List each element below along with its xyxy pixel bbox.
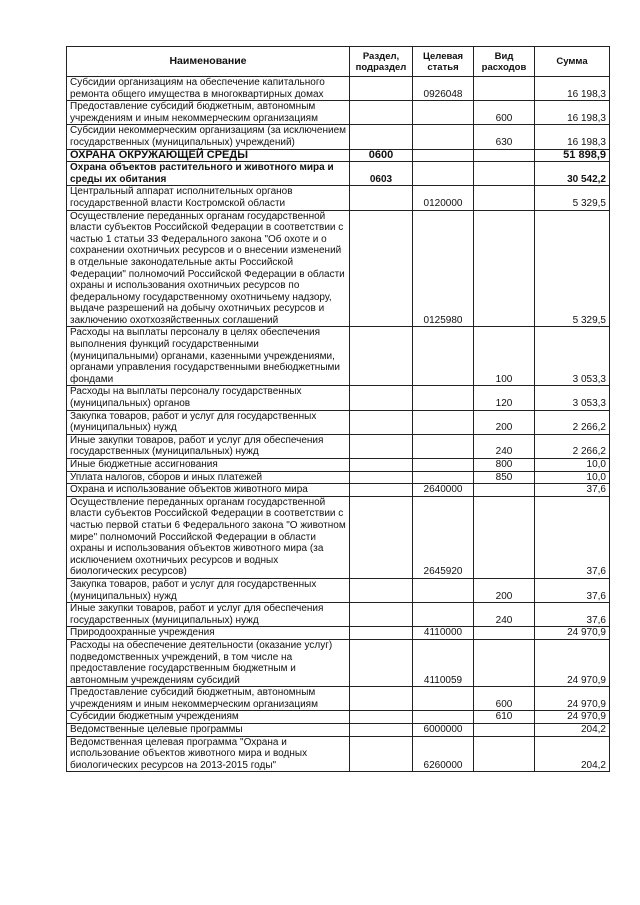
row-expense-type-cell: 240 (474, 434, 535, 458)
row-target-article-cell (413, 125, 474, 149)
table-row (67, 327, 610, 386)
row-target-article-cell (413, 386, 474, 410)
table-row (67, 459, 610, 472)
row-name-cell: Охрана и использование объектов животного мира (67, 484, 350, 497)
table-row (67, 101, 610, 125)
table-row (67, 736, 610, 772)
row-target-article-cell (413, 711, 474, 724)
row-section-cell (350, 627, 413, 640)
row-target-article-cell (413, 687, 474, 711)
row-name-cell: Охрана объектов растительного и животного мира и среды их обитания (67, 162, 350, 186)
row-name-cell: Ведомственная целевая программа "Охрана и использование объектов животного мира и водных биологических ресурсов на 2013-2015 годы" (67, 736, 350, 772)
row-amount-cell: 16 198,3 (535, 77, 610, 101)
row-amount-cell: 5 329,5 (535, 210, 610, 327)
row-section-cell (350, 410, 413, 434)
row-name-cell: Субсидии организациям на обеспечение капитального ремонта общего имущества в многоквартирных домах (67, 77, 350, 101)
row-name-cell: Субсидии некоммерческим организациям (за исключением государственных (муниципальных) учреждений) (67, 125, 350, 149)
row-target-article-cell (413, 410, 474, 434)
row-name-cell: Ведомственные целевые программы (67, 724, 350, 737)
row-name-cell: Расходы на выплаты персоналу государственных (муниципальных) органов (67, 386, 350, 410)
table-row (67, 603, 610, 627)
row-name-cell: Осуществление переданных органам государственной власти субъектов Российской Федерации в соответствии с частью первой статьи 6 Федерального закона "О животном мире" полномочий Российской Федерации в области охраны и использования объектов животного мира (за исключением охотничьих ресурсов и водных биологических ресурсов) (67, 496, 350, 578)
row-name-cell: Центральный аппарат исполнительных органов государственной власти Костромской области (67, 186, 350, 210)
row-amount-cell: 24 970,9 (535, 711, 610, 724)
table-row (67, 627, 610, 640)
row-expense-type-cell: 240 (474, 603, 535, 627)
header-target-article: Целевая статья (413, 47, 474, 77)
row-expense-type-cell (474, 736, 535, 772)
table-row (67, 687, 610, 711)
row-name-cell: Иные закупки товаров, работ и услуг для обеспечения государственных (муниципальных) нужд (67, 603, 350, 627)
row-section-cell (350, 711, 413, 724)
row-expense-type-cell: 600 (474, 687, 535, 711)
row-target-article-cell: 0926048 (413, 77, 474, 101)
header-name: Наименование (67, 47, 350, 77)
row-name-cell: Закупка товаров, работ и услуг для государственных (муниципальных) нужд (67, 578, 350, 602)
row-amount-cell: 2 266,2 (535, 434, 610, 458)
row-expense-type-cell: 600 (474, 101, 535, 125)
row-section-cell (350, 471, 413, 484)
row-name-cell: Осуществление переданных органам государственной власти субъектов Российской Федерации в соответствии с частью 1 статьи 33 Федерального закона "Об охоте и о сохранении охотничьих ресурсов и о внесении изменений в отдельные законодательные акты Российской Федерации" полномочий Российской Федерации в области охраны и использования охотничьих ресурсов по федеральному государственному охотничьему надзору, выдаче разрешений на добычу охотничьих ресурсов и заключению охотхозяйственных соглашений (67, 210, 350, 327)
table-row (67, 186, 610, 210)
table-row (67, 639, 610, 686)
row-target-article-cell: 4110000 (413, 627, 474, 640)
row-section-cell (350, 77, 413, 101)
row-expense-type-cell (474, 162, 535, 186)
row-amount-cell: 10,0 (535, 459, 610, 472)
row-amount-cell: 24 970,9 (535, 639, 610, 686)
table-row (67, 578, 610, 602)
row-section-cell (350, 484, 413, 497)
table-row (67, 149, 610, 162)
table-row (67, 77, 610, 101)
header-amount: Сумма (535, 47, 610, 77)
row-amount-cell: 51 898,9 (535, 149, 610, 162)
row-target-article-cell: 6000000 (413, 724, 474, 737)
table-row (67, 210, 610, 327)
row-name-cell: Предоставление субсидий бюджетным, автономным учреждениям и иным некоммерческим организациям (67, 101, 350, 125)
table-row (67, 125, 610, 149)
row-section-cell (350, 125, 413, 149)
row-amount-cell: 204,2 (535, 736, 610, 772)
row-name-cell: Субсидии бюджетным учреждениям (67, 711, 350, 724)
row-expense-type-cell: 100 (474, 327, 535, 386)
row-expense-type-cell (474, 639, 535, 686)
table-row (67, 724, 610, 737)
row-name-cell: Природоохранные учреждения (67, 627, 350, 640)
table-row (67, 496, 610, 578)
row-expense-type-cell (474, 484, 535, 497)
row-section-cell (350, 459, 413, 472)
row-expense-type-cell: 850 (474, 471, 535, 484)
row-target-article-cell (413, 471, 474, 484)
table-row (67, 484, 610, 497)
header-section: Раздел, подраздел (350, 47, 413, 77)
row-expense-type-cell (474, 627, 535, 640)
row-amount-cell: 24 970,9 (535, 687, 610, 711)
row-target-article-cell: 4110059 (413, 639, 474, 686)
row-expense-type-cell (474, 210, 535, 327)
row-amount-cell: 37,6 (535, 578, 610, 602)
row-target-article-cell (413, 578, 474, 602)
row-expense-type-cell: 200 (474, 410, 535, 434)
row-expense-type-cell (474, 496, 535, 578)
row-section-cell (350, 434, 413, 458)
table-body (67, 77, 610, 772)
row-amount-cell: 16 198,3 (535, 125, 610, 149)
row-name-cell: Предоставление субсидий бюджетным, автономным учреждениям и иным некоммерческим организациям (67, 687, 350, 711)
row-target-article-cell: 0120000 (413, 186, 474, 210)
row-expense-type-cell (474, 77, 535, 101)
table-row (67, 471, 610, 484)
row-target-article-cell: 2645920 (413, 496, 474, 578)
table-row (67, 410, 610, 434)
row-section-cell (350, 603, 413, 627)
row-expense-type-cell: 630 (474, 125, 535, 149)
row-name-cell: Закупка товаров, работ и услуг для государственных (муниципальных) нужд (67, 410, 350, 434)
row-amount-cell: 37,6 (535, 484, 610, 497)
row-amount-cell: 16 198,3 (535, 101, 610, 125)
row-amount-cell: 37,6 (535, 496, 610, 578)
row-section-cell (350, 724, 413, 737)
row-amount-cell: 5 329,5 (535, 186, 610, 210)
row-amount-cell: 30 542,2 (535, 162, 610, 186)
row-amount-cell: 3 053,3 (535, 386, 610, 410)
table-row (67, 434, 610, 458)
table-header-row (67, 47, 610, 77)
row-target-article-cell: 6260000 (413, 736, 474, 772)
row-section-cell (350, 496, 413, 578)
row-amount-cell: 37,6 (535, 603, 610, 627)
row-section-cell (350, 578, 413, 602)
table-row (67, 386, 610, 410)
row-name-cell: Расходы на обеспечение деятельности (оказание услуг) подведомственных учреждений, в том числе на предоставление государственным бюджетным и автономным учреждениям субсидий (67, 639, 350, 686)
row-section-cell (350, 210, 413, 327)
row-section-cell (350, 327, 413, 386)
row-target-article-cell (413, 149, 474, 162)
row-target-article-cell: 0125980 (413, 210, 474, 327)
header-expense-type: Вид расходов (474, 47, 535, 77)
row-expense-type-cell: 610 (474, 711, 535, 724)
row-section-cell (350, 101, 413, 125)
row-target-article-cell (413, 459, 474, 472)
row-expense-type-cell (474, 149, 535, 162)
row-section-cell (350, 639, 413, 686)
row-target-article-cell: 2640000 (413, 484, 474, 497)
row-section-cell: 0603 (350, 162, 413, 186)
table-row (67, 711, 610, 724)
row-target-article-cell (413, 162, 474, 186)
row-amount-cell: 10,0 (535, 471, 610, 484)
row-target-article-cell (413, 101, 474, 125)
row-amount-cell: 3 053,3 (535, 327, 610, 386)
row-expense-type-cell: 120 (474, 386, 535, 410)
row-section-cell (350, 736, 413, 772)
row-expense-type-cell: 200 (474, 578, 535, 602)
row-name-cell: Расходы на выплаты персоналу в целях обеспечения выполнения функций государственными (муниципальными) органами, казенными учреждениями, органами управления государственными внебюджетными фондами (67, 327, 350, 386)
budget-expenditure-table (66, 46, 610, 772)
row-name-cell: Уплата налогов, сборов и иных платежей (67, 471, 350, 484)
row-expense-type-cell (474, 724, 535, 737)
row-name-cell: ОХРАНА ОКРУЖАЮЩЕЙ СРЕДЫ (67, 149, 350, 162)
row-section-cell: 0600 (350, 149, 413, 162)
row-target-article-cell (413, 434, 474, 458)
table-row (67, 162, 610, 186)
row-expense-type-cell (474, 186, 535, 210)
row-section-cell (350, 687, 413, 711)
row-expense-type-cell: 800 (474, 459, 535, 472)
row-amount-cell: 204,2 (535, 724, 610, 737)
row-amount-cell: 2 266,2 (535, 410, 610, 434)
row-name-cell: Иные закупки товаров, работ и услуг для обеспечения государственных (муниципальных) нужд (67, 434, 350, 458)
row-target-article-cell (413, 327, 474, 386)
row-section-cell (350, 386, 413, 410)
row-target-article-cell (413, 603, 474, 627)
row-amount-cell: 24 970,9 (535, 627, 610, 640)
row-name-cell: Иные бюджетные ассигнования (67, 459, 350, 472)
row-section-cell (350, 186, 413, 210)
